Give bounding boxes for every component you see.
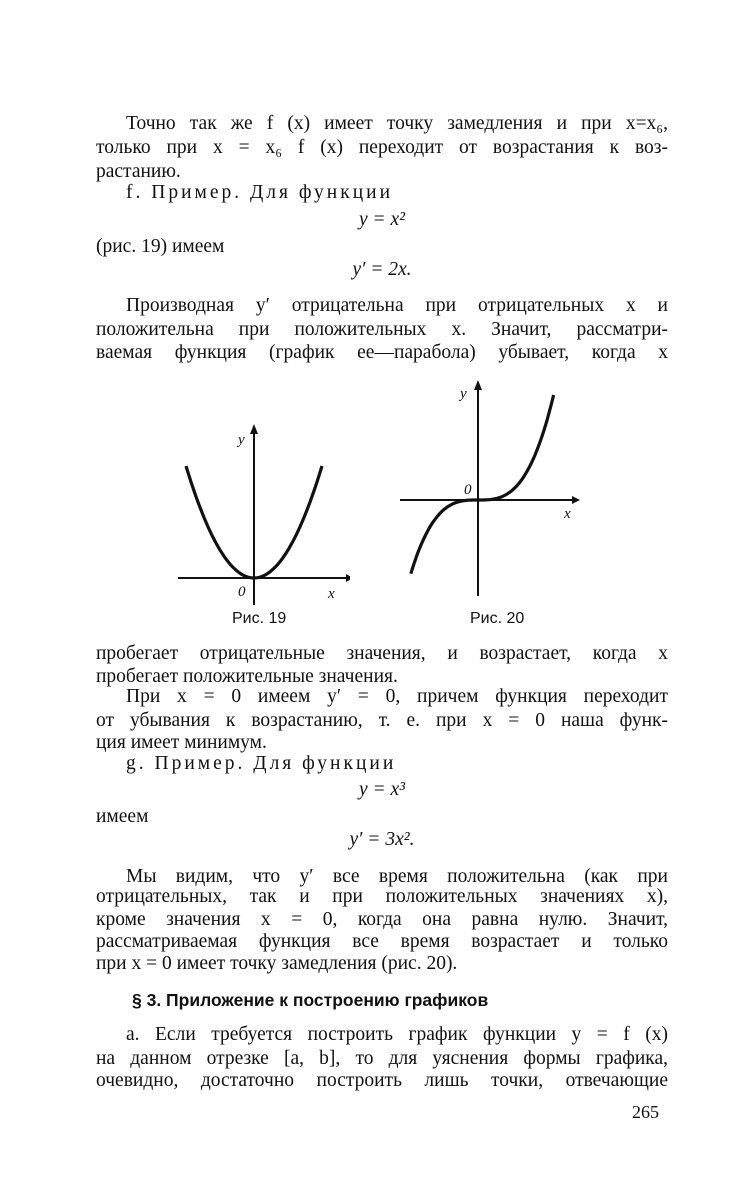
section-3-heading: § 3. Приложение к построению графиков <box>132 990 489 1010</box>
text-line-22: кроме значения x = 0, когда она равна нулю. Значит, <box>96 909 668 930</box>
fig19-y-arrow <box>250 424 258 434</box>
text-line-10: ваемая функция (график ее—парабола) убывает, когда x <box>96 342 668 363</box>
fig19-x-label: x <box>328 586 335 602</box>
formula-derivative-3x2: y′ = 3x². <box>349 829 415 850</box>
fig19-caption: Рис. 19 <box>232 610 287 627</box>
text-line-13: При x = 0 имеем y′ = 0, причем функция переходит <box>126 686 668 707</box>
fig20-cubic-curve <box>411 395 554 574</box>
fig19-origin-label: 0 <box>238 584 246 600</box>
text-line-8: Производная y′ отрицательна при отрицательных x и <box>126 295 668 316</box>
text-line-23: рассматриваемая функция все время возрастает и только <box>96 931 668 952</box>
formula-y-x2: y = x² <box>358 209 406 230</box>
text-line-24: при x = 0 имеет точку замедления (рис. 20). <box>96 953 458 974</box>
fig20-y-label: y <box>460 386 467 402</box>
fig20-x-arrow <box>572 496 580 504</box>
text-line-15: ция имеет минимум. <box>96 732 267 753</box>
example-f-heading: f. Пример. Для функции <box>126 182 393 203</box>
figure-19-parabola <box>170 420 350 610</box>
text-line-11: пробегает отрицательные значения, и возрастает, когда x <box>96 643 668 664</box>
text-line-3: растанию. <box>96 161 181 182</box>
text-line-27: на данном отрезке [a, b], то для уяснения формы графика, <box>96 1048 668 1069</box>
fig20-x-label: x <box>564 506 571 522</box>
figure-20-cubic <box>396 376 586 600</box>
text-line-20: Мы видим, что y′ все время положительна (как при <box>126 866 668 887</box>
fig19-y-label: y <box>238 432 245 448</box>
text-line-26: a. Если требуется построить график функции y = f (x) <box>126 1024 668 1045</box>
page-number: 265 <box>632 1102 659 1122</box>
text-line-21: отрицательных, так и при положительных значениях x), <box>96 886 668 907</box>
text-line-9: положительна при положительных x. Значит, рассматри- <box>96 319 668 340</box>
fig20-origin-label: 0 <box>464 482 472 498</box>
formula-y-x3: y = x³ <box>358 779 406 800</box>
fig20-caption: Рис. 20 <box>470 610 525 627</box>
fig19-x-arrow <box>346 574 350 582</box>
text-line-1: Точно так же f (x) имеет точку замедления и при x=x₆, <box>126 113 668 134</box>
formula-derivative-2x: y′ = 2x. <box>352 259 412 280</box>
text-line-14: от убывания к возрастанию, т. е. при x = 0 наша функ- <box>96 710 668 731</box>
text-line-28: очевидно, достаточно построить лишь точки, отвечающие <box>96 1070 668 1091</box>
text-line-2: только при x = x₆ f (x) переходит от возрастания к воз- <box>96 137 668 158</box>
text-line-12: пробегает положительные значения. <box>96 666 398 687</box>
fig20-y-arrow <box>474 380 482 390</box>
text-line-6: (рис. 19) имеем <box>96 236 225 257</box>
text-line-18: имеем <box>96 806 149 827</box>
example-g-heading: g. Пример. Для функции <box>126 753 397 774</box>
